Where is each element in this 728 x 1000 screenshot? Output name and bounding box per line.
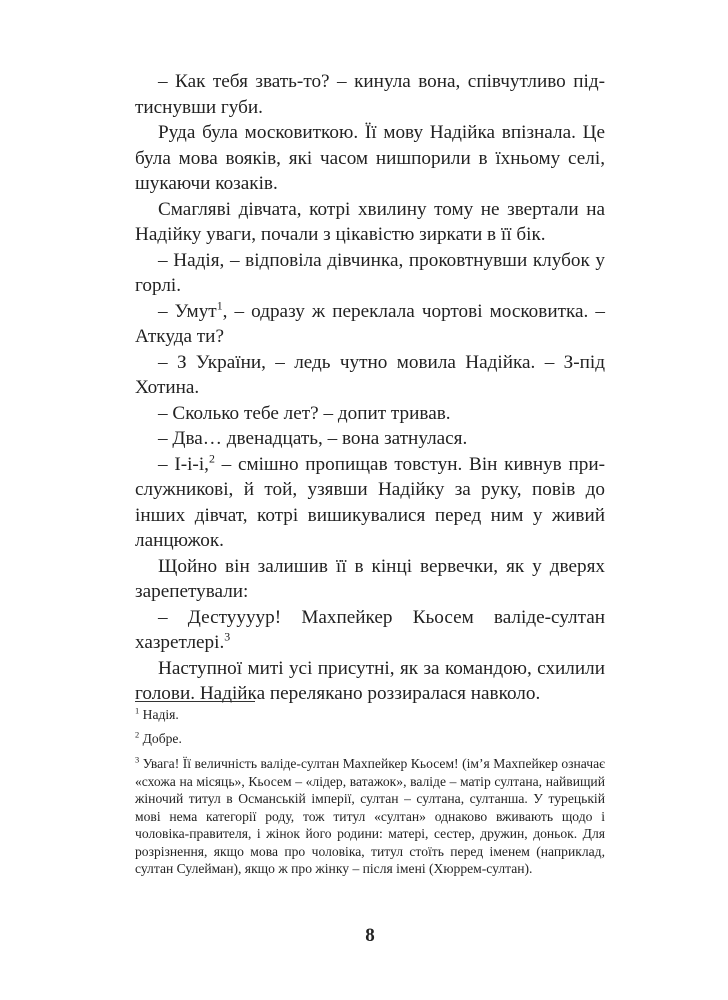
paragraph: – Как тебя звать-то? – кинула вона, співчутливо підтиснувши губи. (135, 71, 605, 118)
footnote-2: $^2$ Добре. (135, 728, 182, 746)
paragraph: – Надія, – відповіла дівчинка, проковтнувши клубок у горлі. (135, 249, 605, 296)
paragraph: Щойно він залишив її в кінці вервечки, як у дверях зарепетували: (135, 555, 605, 602)
body-text (135, 69, 605, 707)
footnote-1: $^1$ Надія. (135, 705, 179, 722)
footnote-ref-1: 1 (216, 298, 223, 313)
paragraph: – Умут$^1$, – одразу ж переклала чортові московитка. – Аткуда ти? (135, 298, 605, 347)
paragraph: – Два… двенадцать, – вона затнулася. (158, 428, 468, 449)
footnote-divider (135, 701, 255, 702)
footnote-ref-2: 2 (208, 451, 215, 466)
paragraph: – Дестуууур! Махпейкер Кьосем валіде-султан хазретлері.$^3$ (135, 606, 605, 653)
paragraph: – І-і-і,$^2$ – смішно пропищав товстун. Він кивнув прислужникові, й той, узявши Надійку за руку, повів до інших дівчат, котрі вишикувалися перед ним у живий ланцюжок. (135, 451, 605, 551)
paragraph: Наступної миті усі присутні, як за командою, схилили голови. Надійка перелякано роззиралася навколо. (135, 657, 605, 704)
book-page (135, 0, 605, 1000)
paragraph: – З України, – ледь чутно мовила Надійка. – З-під Хотина. (135, 351, 605, 398)
paragraph: Смагляві дівчата, котрі хвилину тому не звертали на Надійку уваги, почали з цікавістю зиркати в її бік. (135, 198, 605, 245)
footnotes (135, 706, 605, 884)
footnote-ref-3: 3 (224, 629, 231, 644)
footnote-3: $^3$ Увага! Її величність валіде-султан Махпейкер Кьосем! (ім’я Махпейкер означає «схожа на місяць», Кьосем – «лідер, ватажок», валіде – матір султана, найвищий жіночий титул в Османській імперії, султан – султана, султанша. У турецькій мові нема категорії роду, тож титул «султан» однаково вживають щодо і чоловіка-правителя, і жінок його родини: матері, сестер, дружин, доньок. Для розрізнення, якщо мова про чоловіка, титул стоїть перед іменем (наприклад, султан Сулейман), якщо ж про жінку – після імені (Хюррем-султан). (135, 754, 605, 876)
page-number: 8 (365, 925, 375, 946)
paragraph: – Сколько тебе лет? – допит тривав. (158, 402, 451, 424)
paragraph: Руда була московиткою. Її мову Надійка впізнала. Це була мова вояків, які часом нишпорили в їхньому селі, шукаючи козаків. (135, 122, 605, 194)
